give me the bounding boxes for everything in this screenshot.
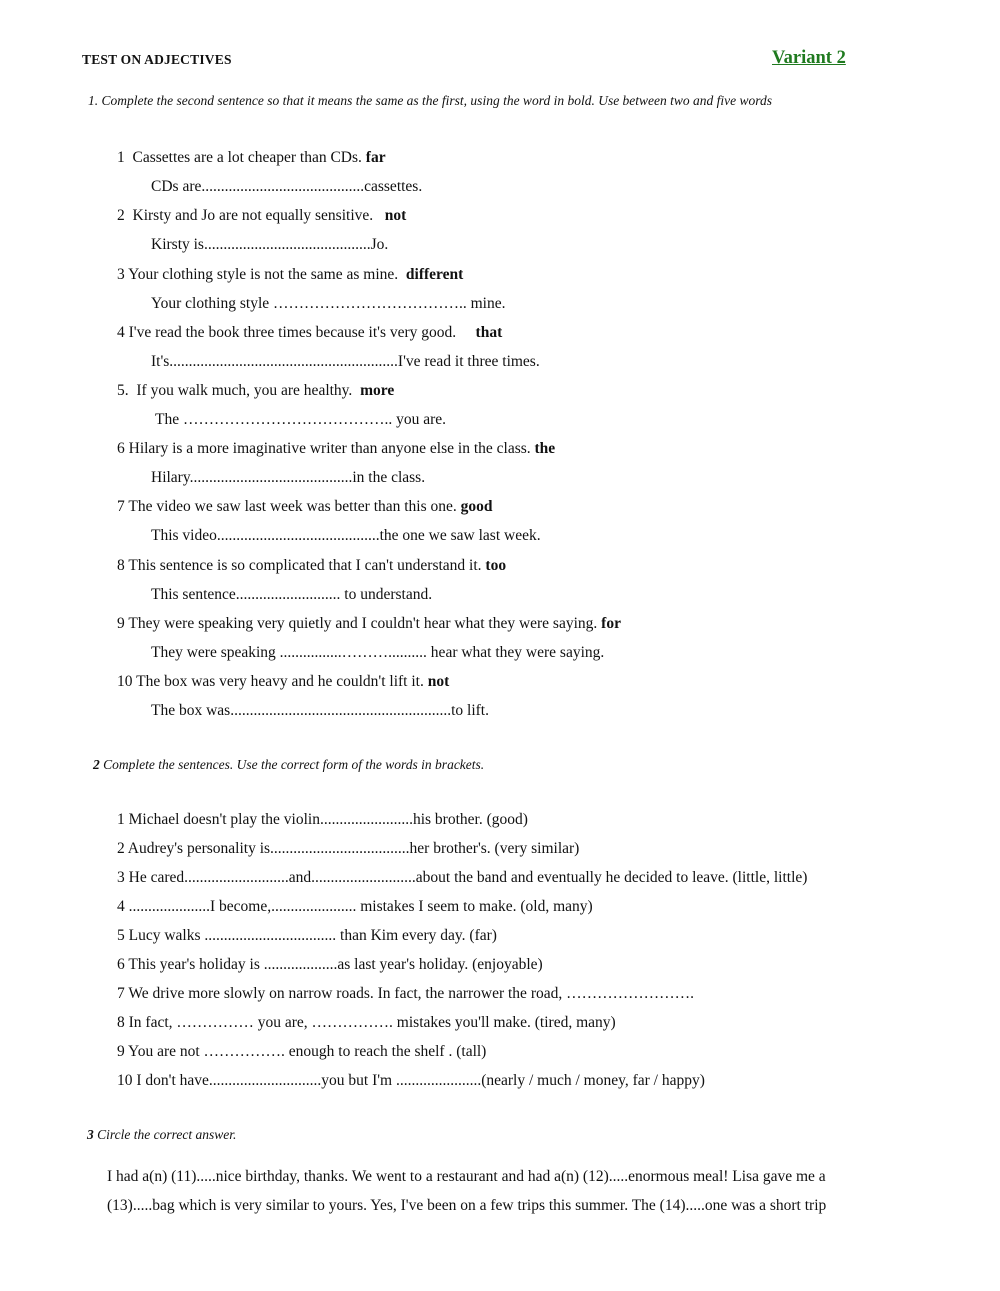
s1-item-9-rewrite: They were speaking ................……….......... hear what they were saying. bbox=[151, 644, 605, 661]
page-title: TEST ON ADJECTIVES bbox=[82, 52, 232, 67]
s1-item-number: 10 bbox=[117, 673, 133, 690]
s1-item-8-rewrite: This sentence........................... to understand. bbox=[151, 586, 433, 603]
s1-item-keyword: not bbox=[427, 673, 450, 690]
s1-item-text: Hilary is a more imaginative writer than anyone else in the class. bbox=[128, 440, 531, 457]
s2-item-6: 6 This year's holiday is ...................as last year's holiday. (enjoyable) bbox=[117, 956, 543, 973]
s1-item-keyword: too bbox=[485, 557, 507, 574]
section1-number: 1. bbox=[88, 93, 99, 108]
s2-item-4: 4 .....................I become,...................... mistakes I seem to make. (old, many) bbox=[117, 898, 593, 915]
s1-item-number: 9 bbox=[117, 615, 125, 632]
section2-number: 2 bbox=[93, 757, 100, 772]
s1-item-2-rewrite: Kirsty is...........................................Jo. bbox=[151, 236, 389, 253]
s1-item-number: 4 bbox=[117, 324, 125, 341]
s1-item-keyword: the bbox=[534, 440, 556, 457]
s1-item-6-rewrite: Hilary..........................................in the class. bbox=[151, 469, 426, 486]
s1-item-4-rewrite: It's...........................................................I've read it three times. bbox=[151, 353, 540, 370]
s1-item-7-sentence bbox=[117, 499, 493, 515]
s1-item-text: Cassettes are a lot cheaper than CDs. bbox=[132, 149, 362, 166]
s1-item-10-sentence bbox=[117, 674, 449, 690]
section1-instruction-text: Complete the second sentence so that it means the same as the first, using the word in bold. Use between two and five words bbox=[101, 93, 773, 108]
section3-number: 3 bbox=[87, 1127, 94, 1142]
s1-item-5-sentence bbox=[117, 383, 394, 399]
s1-item-number: 1 bbox=[117, 149, 125, 166]
section2-instruction-text: Complete the sentences. Use the correct form of the words in brackets. bbox=[103, 757, 485, 772]
s2-item-8: 8 In fact, …………… you are, ……………. mistakes you'll make. (tired, many) bbox=[117, 1014, 616, 1031]
section1-instruction bbox=[88, 94, 772, 108]
s1-item-2-sentence bbox=[117, 208, 406, 224]
s1-item-keyword: good bbox=[460, 498, 493, 515]
s1-item-4-sentence bbox=[117, 325, 502, 341]
s1-item-text: Your clothing style is not the same as mine. bbox=[128, 266, 399, 283]
s1-item-text: I've read the book three times because it's very good. bbox=[128, 324, 457, 341]
s1-item-keyword: far bbox=[365, 149, 386, 166]
s1-item-keyword: that bbox=[475, 324, 503, 341]
s1-item-text: They were speaking very quietly and I couldn't hear what they were saying. bbox=[128, 615, 598, 632]
s1-item-number: 2 bbox=[117, 207, 125, 224]
s1-item-10-rewrite: The box was.........................................................to lift. bbox=[151, 702, 489, 719]
s1-item-keyword: not bbox=[384, 207, 407, 224]
variant-label: Variant 2 bbox=[772, 48, 846, 68]
s1-item-7-rewrite: This video..........................................the one we saw last week. bbox=[151, 527, 541, 544]
s1-item-1-rewrite: CDs are..........................................cassettes. bbox=[151, 178, 423, 195]
s2-item-7: 7 We drive more slowly on narrow roads. In fact, the narrower the road, ……………………. bbox=[117, 985, 694, 1002]
s1-item-number: 8 bbox=[117, 557, 125, 574]
s2-item-3: 3 He cared...........................and...........................about the band and eventually he decided to leave. (little, little) bbox=[117, 869, 808, 886]
s1-item-number: 3 bbox=[117, 266, 125, 283]
s2-item-10: 10 I don't have.............................you but I'm ......................(nearly / much / money, far / happy) bbox=[117, 1072, 705, 1089]
s1-item-text: Kirsty and Jo are not equally sensitive. bbox=[132, 207, 374, 224]
s1-item-1-sentence bbox=[117, 150, 386, 166]
section3-instruction bbox=[87, 1128, 236, 1142]
s2-item-5: 5 Lucy walks .................................. than Kim every day. (far) bbox=[117, 927, 497, 944]
s1-item-text: This sentence is so complicated that I can't understand it. bbox=[128, 557, 482, 574]
s1-item-8-sentence bbox=[117, 558, 506, 574]
s1-item-9-sentence bbox=[117, 616, 621, 632]
s1-item-number: 5. bbox=[117, 382, 129, 399]
s1-item-number: 6 bbox=[117, 440, 125, 457]
s2-item-1: 1 Michael doesn't play the violin........................his brother. (good) bbox=[117, 811, 528, 828]
s1-item-text: If you walk much, you are healthy. bbox=[136, 382, 353, 399]
s1-item-keyword: for bbox=[601, 615, 621, 632]
s3-paragraph-line-1: I had a(n) (11).....nice birthday, thanks. We went to a restaurant and had a(n) (12).....enormous meal! Lisa gave me a bbox=[107, 1168, 826, 1185]
s2-item-2: 2 Audrey's personality is....................................her brother's. (very similar) bbox=[117, 840, 580, 857]
section3-instruction-text: Circle the correct answer. bbox=[97, 1127, 237, 1142]
s1-item-number: 7 bbox=[117, 498, 125, 515]
s1-item-3-sentence bbox=[117, 267, 463, 283]
s1-item-keyword: more bbox=[360, 382, 395, 399]
s1-item-5-rewrite: The ………………………………….. you are. bbox=[155, 411, 447, 428]
section2-instruction bbox=[93, 758, 484, 772]
s1-item-text: The video we saw last week was better than this one. bbox=[128, 498, 457, 515]
s2-item-9: 9 You are not ……………. enough to reach the shelf . (tall) bbox=[117, 1043, 487, 1060]
s1-item-3-rewrite: Your clothing style ……………………………….. mine. bbox=[151, 295, 506, 312]
s1-item-6-sentence bbox=[117, 441, 555, 457]
s1-item-text: The box was very heavy and he couldn't lift it. bbox=[136, 673, 424, 690]
s1-item-keyword: different bbox=[405, 266, 464, 283]
s3-paragraph-line-2: (13).....bag which is very similar to yours. Yes, I've been on a few trips this summer. The (14).....one was a short trip bbox=[107, 1197, 827, 1214]
